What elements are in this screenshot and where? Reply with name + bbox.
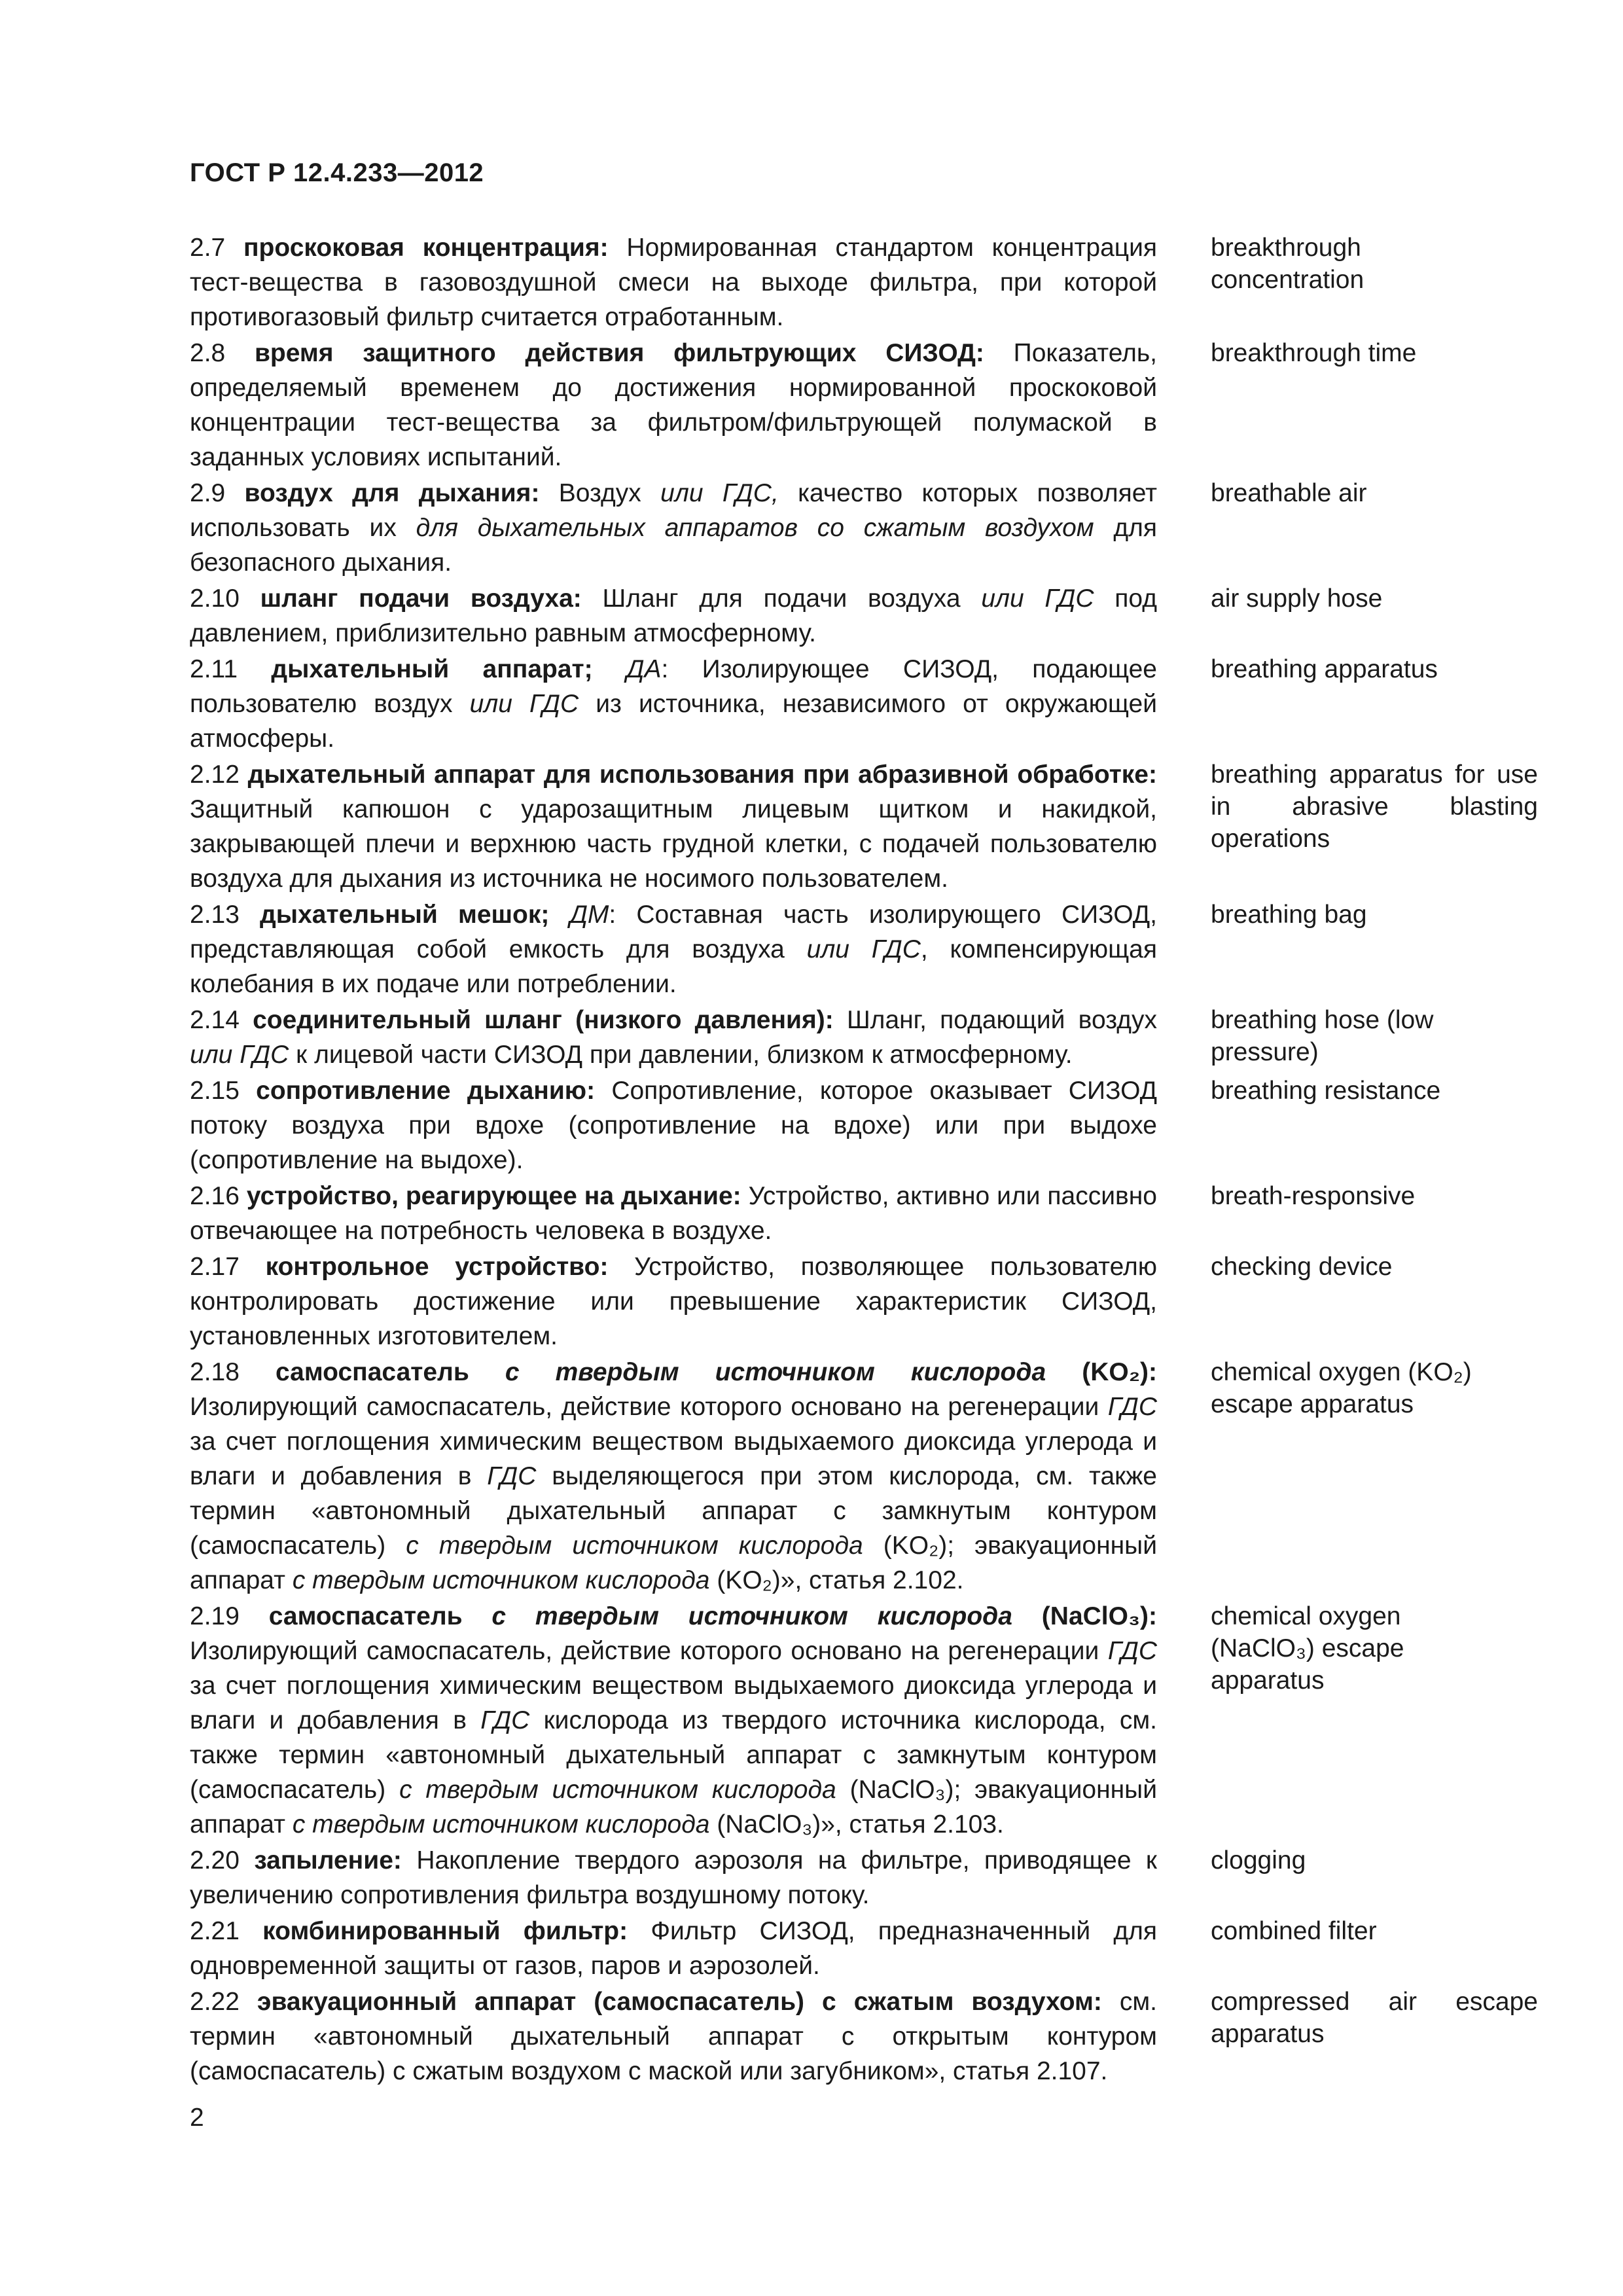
term-entry xyxy=(190,1843,1538,1912)
definition-text: (NaClO₃)», статья 2.103. xyxy=(709,1810,1004,1839)
definition-italic: или ГДС xyxy=(981,584,1094,613)
entry-number: 2.17 xyxy=(190,1253,240,1281)
term-entry xyxy=(190,581,1538,651)
term-entry xyxy=(190,1073,1538,1177)
entry-number: 2.8 xyxy=(190,339,226,367)
term-russian: самоспасатель xyxy=(275,1358,469,1386)
definition-text: , компенсирующая колебания в их подаче или потреблении. xyxy=(190,935,1157,998)
entry-number: 2.13 xyxy=(190,901,240,929)
term-russian: комбинированный фильтр: xyxy=(262,1917,628,1945)
definition-text: Показатель, определяемый временем до достижения нормированной проскоковой концентрации тест-вещества за фильтром/фильтрующей полумаской в заданных условиях испытаний. xyxy=(190,339,1158,471)
term-entry xyxy=(190,1003,1538,1072)
definition-text: Шланг для подачи воздуха xyxy=(602,584,982,613)
definition xyxy=(190,1914,1157,1983)
definition xyxy=(190,336,1157,475)
definition xyxy=(190,1073,1157,1177)
term-russian: самоспасатель xyxy=(268,1602,463,1630)
page-number: 2 xyxy=(190,2104,204,2132)
term-english: breakthrough concentration xyxy=(1211,234,1364,294)
definition xyxy=(190,757,1157,896)
definition-text: (NaClO₃); эвакуационный аппарат xyxy=(190,1776,1157,1839)
definition xyxy=(190,897,1157,1001)
term-russian: контрольное устройство: xyxy=(265,1253,609,1281)
term-russian: шланг подачи воздуха: xyxy=(260,584,582,613)
definition xyxy=(190,581,1157,651)
definition-text: см. термин «автономный дыхательный аппарат с открытым контуром (самоспасатель) с сжатым воздухом с маской или загубником», статья 2.107. xyxy=(190,1988,1158,2085)
definition-text: Шланг, подающий воздух xyxy=(846,1006,1157,1034)
definition-text: Фильтр СИЗОД, предназначенный для одновременной защиты от газов, паров и аэрозолей. xyxy=(190,1917,1157,1980)
definition-text: Изолирующий самоспасатель, действие которого основано на регенерации xyxy=(190,1637,1108,1665)
term-english: chemical oxygen (KO₂) escape apparatus xyxy=(1211,1358,1472,1418)
definition-text: Воздух xyxy=(558,479,661,507)
definition-text: Изолирующий самоспасатель, действие которого основано на регенерации xyxy=(190,1393,1108,1421)
term-entry xyxy=(190,230,1538,334)
entry-number: 2.11 xyxy=(190,655,238,683)
definition xyxy=(190,1179,1157,1248)
term-entry xyxy=(190,652,1538,756)
definition-text: за счет поглощения химическим веществом выдыхаемого диоксида углерода и влаги и добавления в xyxy=(190,1672,1157,1734)
term-russian: сопротивление дыханию: xyxy=(256,1077,596,1105)
term-english: breathing bag xyxy=(1211,901,1367,929)
definition-text: Устройство, активно или пассивно отвечающее на потребность человека в воздухе. xyxy=(190,1182,1157,1245)
term-english: chemical oxygen (NaClO₃) escape apparatus xyxy=(1211,1602,1404,1695)
definition-italic: ДА xyxy=(626,655,662,683)
definition-text: Накопление твердого аэрозоля на фильтре, приводящее к увеличению сопротивления фильтра воздушному потоку. xyxy=(190,1846,1157,1909)
entry-number: 2.15 xyxy=(190,1077,240,1105)
entry-number: 2.19 xyxy=(190,1602,240,1630)
definition-italic: с твердым источником кислорода xyxy=(292,1810,710,1839)
definition-italic: или ГДС xyxy=(190,1041,289,1069)
term-english: air supply hose xyxy=(1211,584,1383,613)
term-russian: время защитного действия фильтрующих СИЗОД: xyxy=(254,339,984,367)
definition-text: к лицевой части СИЗОД при давлении, близком к атмосферному. xyxy=(289,1041,1073,1069)
definition-text: (KO₂); эвакуационный аппарат xyxy=(190,1532,1158,1594)
definition xyxy=(190,652,1157,756)
entry-number: 2.12 xyxy=(190,761,240,789)
term-entry xyxy=(190,476,1538,580)
definition xyxy=(190,1355,1157,1598)
definition-text: за счет поглощения химическим веществом выдыхаемого диоксида углерода и влаги и добавления в xyxy=(190,1427,1157,1490)
definition-text: из источника, независимого от окружающей атмосферы. xyxy=(190,690,1157,753)
definition-italic: или ГДС, xyxy=(660,479,779,507)
definition xyxy=(190,230,1157,334)
entry-number: 2.20 xyxy=(190,1846,240,1874)
term-russian-italic: с твердым источником кислорода xyxy=(469,1358,1046,1386)
definition-text: под давлением, приблизительно равным атмосферному. xyxy=(190,584,1158,647)
definition-italic: с твердым источником кислорода xyxy=(406,1532,863,1560)
definition-italic: с твердым источником кислорода xyxy=(399,1776,836,1804)
definition xyxy=(190,1249,1157,1354)
definition-text xyxy=(549,901,569,929)
definition-text: (KO₂)», статья 2.102. xyxy=(709,1566,964,1594)
term-russian: воздух для дыхания: xyxy=(244,479,540,507)
term-russian: дыхательный аппарат; xyxy=(271,655,593,683)
definition-italic: с твердым источником кислорода xyxy=(292,1566,710,1594)
term-english: compressed air escape apparatus xyxy=(1211,1988,1538,2048)
term-english: combined filter xyxy=(1211,1917,1377,1945)
term-english: breathing apparatus for use in abrasive blasting operations xyxy=(1211,761,1538,853)
entry-number: 2.21 xyxy=(190,1917,240,1945)
definition-text: выделяющегося при этом кислорода, см. также термин «автономный дыхательный аппарат с замкнутым контуром (самоспасатель) xyxy=(190,1462,1157,1560)
term-entry xyxy=(190,1599,1538,1842)
entry-number: 2.7 xyxy=(190,234,226,262)
definition-italic: ГДС xyxy=(480,1706,530,1734)
entry-number: 2.22 xyxy=(190,1988,240,2016)
definition-text: Устройство, позволяющее пользователю контролировать достижение или превышение характеристик СИЗОД, установленных изготовителем. xyxy=(190,1253,1157,1350)
term-english: clogging xyxy=(1211,1846,1306,1874)
term-entry xyxy=(190,897,1538,1001)
definition-text: качество которых позволяет использовать их xyxy=(190,479,1158,542)
term-russian: дыхательный мешок; xyxy=(260,901,550,929)
term-entry xyxy=(190,1249,1538,1354)
term-russian: проскоковая концентрация: xyxy=(243,234,609,262)
definition xyxy=(190,476,1157,580)
definition-text xyxy=(593,655,626,683)
term-list xyxy=(190,230,1538,2090)
term-russian: эвакуационный аппарат (самоспасатель) с сжатым воздухом: xyxy=(257,1988,1102,2016)
term-english: breathing resistance xyxy=(1211,1077,1441,1105)
entry-number: 2.14 xyxy=(190,1006,240,1034)
definition-italic: ГДС xyxy=(1107,1637,1157,1665)
definition-text: Сопротивление, которое оказывает СИЗОД потоку воздуха при вдохе (сопротивление на вдохе) или при выдохе (сопротивление на выдохе). xyxy=(190,1077,1157,1174)
definition xyxy=(190,1984,1157,2089)
term-entry xyxy=(190,757,1538,896)
term-entry xyxy=(190,1179,1538,1248)
term-english: breathing hose (low pressure) xyxy=(1211,1006,1434,1066)
definition-italic: ГДС xyxy=(487,1462,537,1490)
definition-text: : Изолирующее СИЗОД, подающее пользователю воздух xyxy=(190,655,1157,718)
term-russian: устройство, реагирующее на дыхание: xyxy=(246,1182,741,1210)
definition xyxy=(190,1599,1157,1842)
entry-number: 2.18 xyxy=(190,1358,240,1386)
definition-text: Нормированная стандартом концентрация тест-вещества в газовоздушной смеси на выходе фильтра, при которой противогазовый фильтр считается отработанным. xyxy=(190,234,1158,331)
definition-text: кислорода из твердого источника кислорода, см. также термин «автономный дыхательный аппарат с замкнутым контуром (самоспасатель) xyxy=(190,1706,1157,1804)
definition-text: Защитный капюшон с ударозащитным лицевым щитком и накидкой, закрывающей плечи и верхнюю часть грудной клетки, с подачей пользователю воздуха для дыхания из источника не носимого пользователем. xyxy=(190,795,1157,893)
term-english: breathing apparatus xyxy=(1211,655,1438,683)
term-russian: запыление: xyxy=(254,1846,402,1874)
term-entry xyxy=(190,1984,1538,2089)
term-entry xyxy=(190,1355,1538,1598)
definition-italic: или ГДС xyxy=(806,935,921,963)
term-entry xyxy=(190,336,1538,475)
definition-text: для безопасного дыхания. xyxy=(190,514,1157,577)
term-russian: дыхательный аппарат для использования при абразивной обработке: xyxy=(247,761,1157,789)
entry-number: 2.9 xyxy=(190,479,226,507)
entry-number: 2.10 xyxy=(190,584,240,613)
definition-italic: ГДС xyxy=(1107,1393,1157,1421)
term-english: breathable air xyxy=(1211,479,1367,507)
document-header: ГОСТ Р 12.4.233—2012 xyxy=(190,158,484,187)
definition-italic: или ГДС xyxy=(469,690,579,718)
term-english: breakthrough time xyxy=(1211,339,1417,367)
term-russian: соединительный шланг (низкого давления): xyxy=(253,1006,834,1034)
term-russian-italic: с твердым источником кислорода xyxy=(462,1602,1012,1630)
definition-text: : Составная часть изолирующего СИЗОД, представляющая собой емкость для воздуха xyxy=(190,901,1157,963)
term-english: checking device xyxy=(1211,1253,1393,1281)
term-russian-formula: (KO₂): xyxy=(1046,1358,1157,1386)
entry-number: 2.16 xyxy=(190,1182,240,1210)
definition-italic: для дыхательных аппаратов со сжатым воздухом xyxy=(416,514,1094,542)
term-entry xyxy=(190,1914,1538,1983)
definition xyxy=(190,1843,1157,1912)
term-russian-formula: (NaClO₃): xyxy=(1012,1602,1157,1630)
term-english: breath-responsive xyxy=(1211,1182,1416,1210)
definition-italic: ДМ xyxy=(569,901,609,929)
definition xyxy=(190,1003,1157,1072)
